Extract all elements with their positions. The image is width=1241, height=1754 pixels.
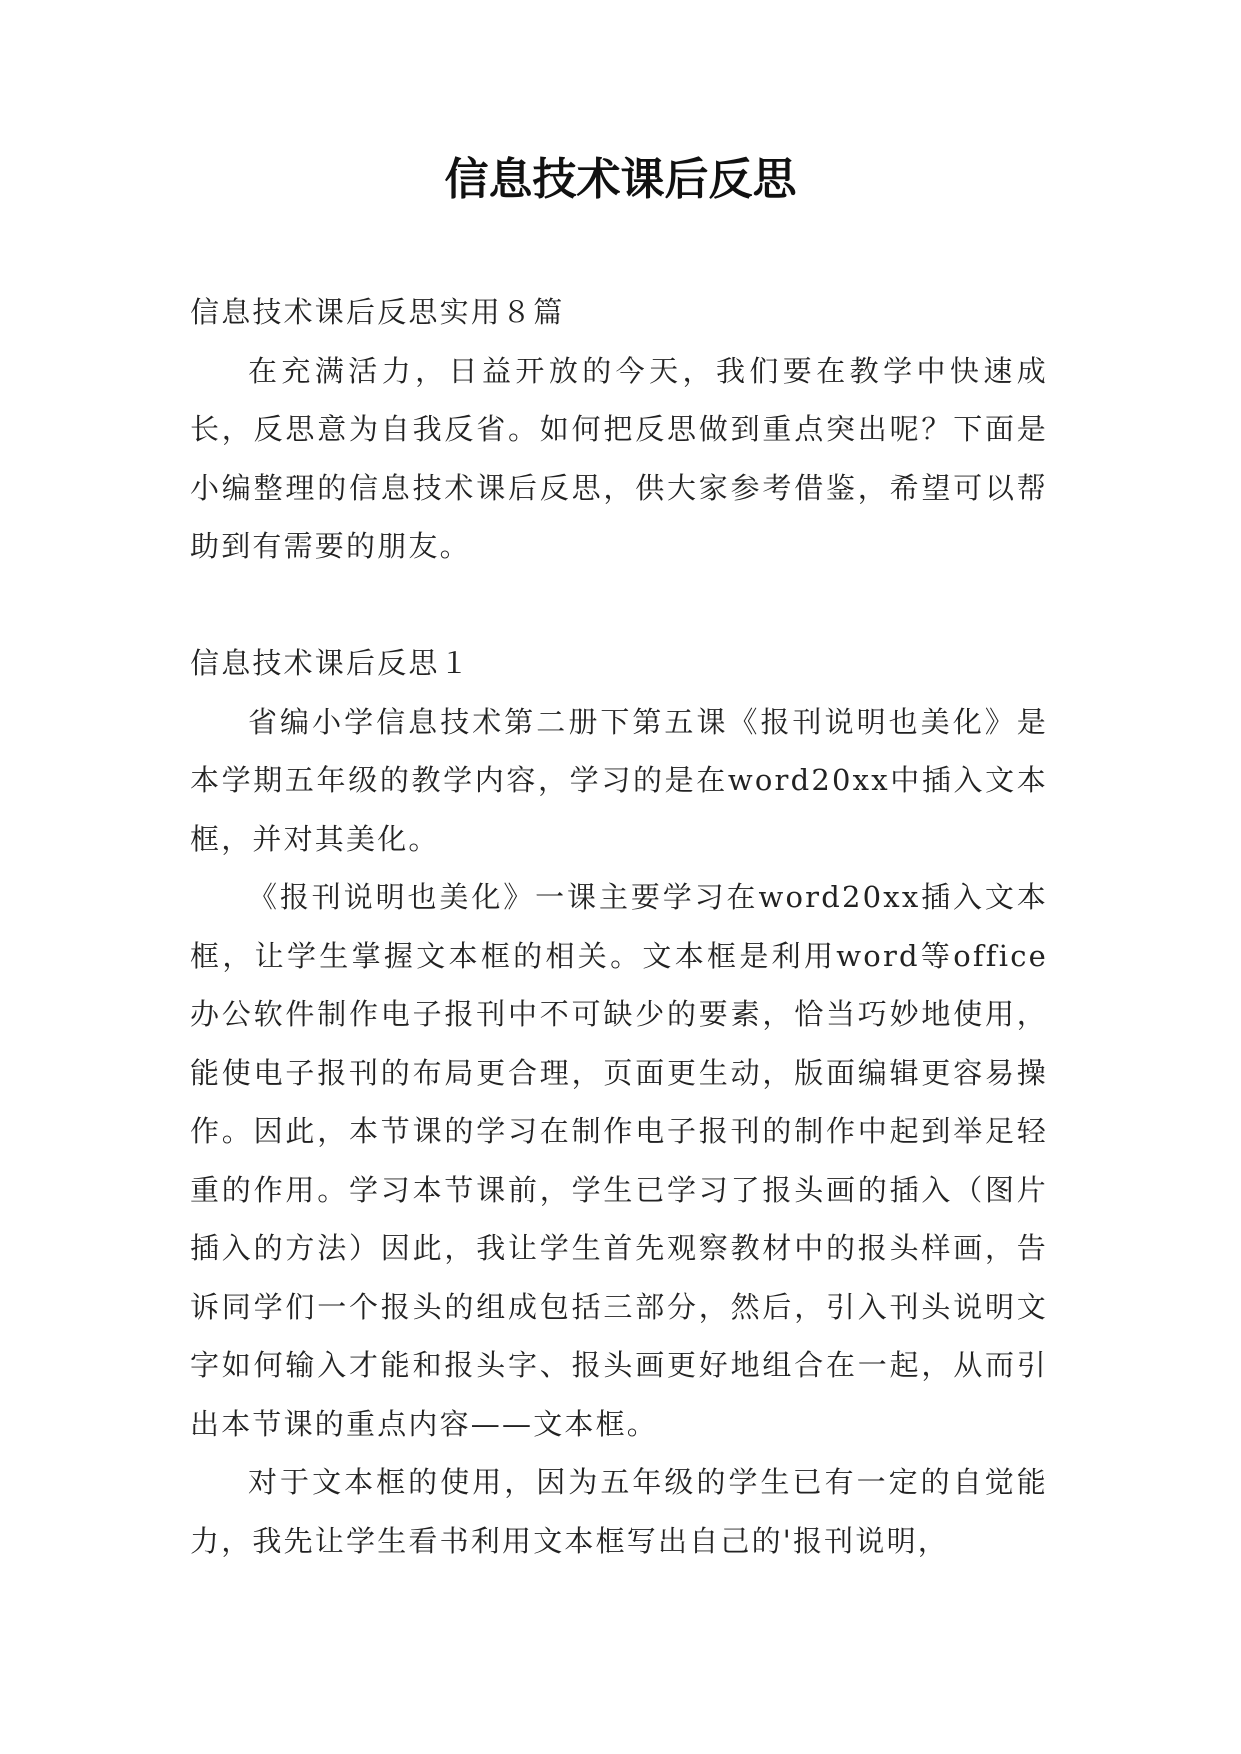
body-paragraph: 《报刊说明也美化》一课主要学习在word20xx插入文本框，让学生掌握文本框的相关。文本框是利用word等office办公软件制作电子报刊中不可缺少的要素，恰当巧妙地使用，能使电子报刊的布局更合理，页面更生动，版面编辑更容易操作。因此，本节课的学习在制作电子报刊的制作中起到举足轻重的作用。学习本节课前，学生已学习了报头画的插入（图片插入的方法）因此，我让学生首先观察教材中的报头样画，告诉同学们一个报头的组成包括三部分，然后，引入刊头说明文字如何输入才能和报头字、报头画更好地组合在一起，从而引出本节课的重点内容——文本框。 [190, 880, 1048, 1441]
document-title: 信息技术课后反思 [444, 154, 797, 205]
body-paragraph: 省编小学信息技术第二册下第五课《报刊说明也美化》是本学期五年级的教学内容，学习的是在word20xx中插入文本框，并对其美化。 [190, 704, 1048, 856]
section-heading: 信息技术课后反思１ [190, 646, 471, 680]
intro-paragraph: 在充满活力，日益开放的今天，我们要在教学中快速成长，反思意为自我反省。如何把反思做到重点突出呢？下面是小编整理的信息技术课后反思，供大家参考借鉴，希望可以帮助到有需要的朋友。 [190, 353, 1048, 563]
document-body [190, 283, 1048, 1570]
document-subtitle: 信息技术课后反思实用８篇 [190, 295, 565, 329]
body-paragraph: 对于文本框的使用，因为五年级的学生已有一定的自觉能力，我先让学生看书利用文本框写出自己的'报刊说明， [190, 1465, 1048, 1558]
paragraph-gap [190, 576, 1048, 635]
